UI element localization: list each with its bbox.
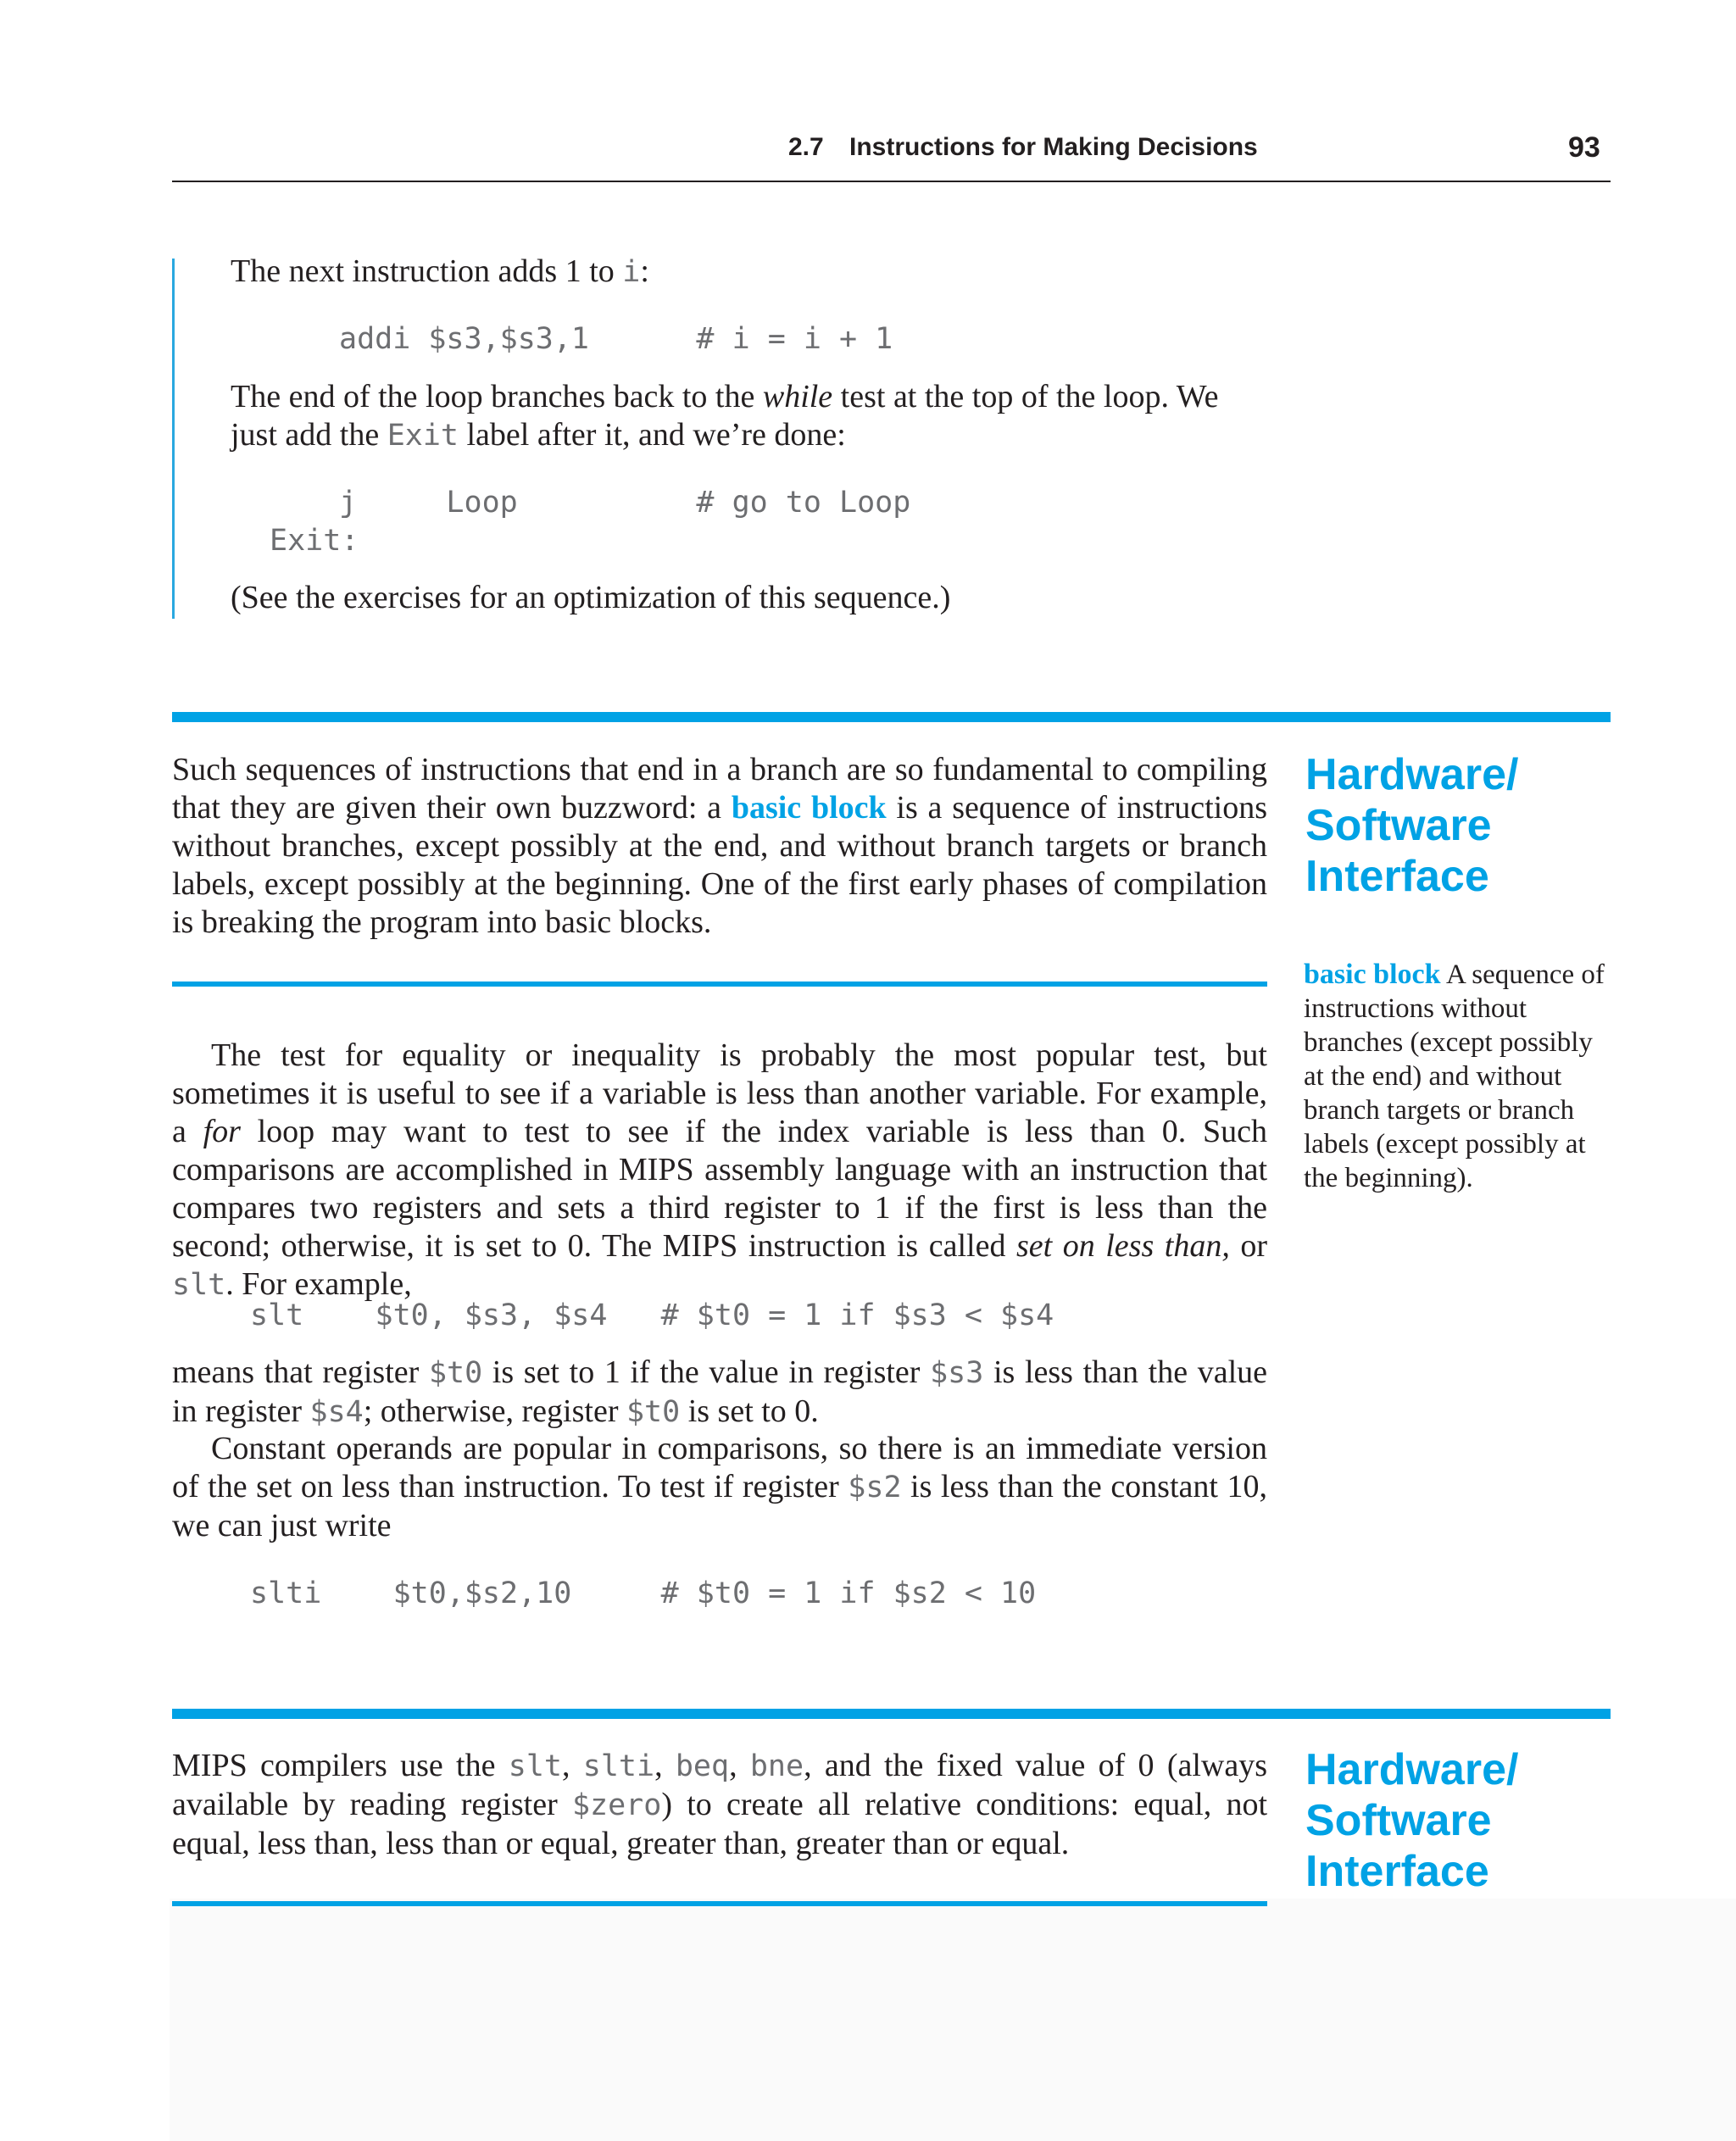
body-text: is less than the value in register xyxy=(172,1354,1268,1429)
inline-code: slt xyxy=(508,1749,562,1783)
hsi-text: , xyxy=(729,1748,750,1783)
hsi2-top-bar xyxy=(172,1709,1611,1719)
hsi2-heading xyxy=(1305,1744,1518,1897)
hsi2-bottom-bar xyxy=(172,1901,1267,1906)
example-text: The end of the loop branches back to the xyxy=(231,379,763,414)
example-text: label after it, and we’re done: xyxy=(459,417,846,453)
key-term-basic-block: basic block xyxy=(731,790,887,826)
hsi-text: ) to create all relative conditions: equal, not equal, less than, less than or equal, greater than, greater than or equal. xyxy=(172,1787,1267,1861)
body-text: The test for equality or inequality is probably the most popular test, but sometimes it is useful to see if a variable is less than another variable. For example, a xyxy=(172,1037,1267,1149)
hsi-text: , and the fixed value of 0 (always available by reading register xyxy=(172,1748,1268,1822)
hsi-text: , xyxy=(561,1748,583,1783)
code-addi: addi $s3,$s3,1 # i = i + 1 xyxy=(339,322,893,356)
code-slt: slt $t0, $s3, $s4 # $t0 = 1 if $s3 < $s4 xyxy=(250,1299,1054,1332)
example-text: test at the top of the loop. We xyxy=(832,379,1219,414)
body-text: or xyxy=(1229,1228,1267,1264)
body-paragraph-1 xyxy=(172,1037,1267,1304)
inline-code: slt xyxy=(172,1268,226,1302)
code-exit-label: Exit: xyxy=(270,524,359,558)
code-slti: slti $t0,$s2,10 # $t0 = 1 if $s2 < 10 xyxy=(250,1577,1037,1610)
body-text: Constant operands are popular in comparisons, so there is an immediate version of the set on less than instruction. To test if register xyxy=(172,1431,1267,1504)
inline-code: $t0 xyxy=(428,1356,483,1390)
hsi-heading-line: Software xyxy=(1305,801,1492,850)
example-side-bar xyxy=(172,259,175,619)
page-number: 93 xyxy=(1568,131,1600,164)
hsi-paragraph xyxy=(172,751,1267,942)
example-text: just add the xyxy=(231,417,387,453)
body-text: is set to 1 if the value in register xyxy=(482,1354,931,1390)
inline-code: bne xyxy=(749,1749,804,1783)
hsi2-paragraph xyxy=(172,1747,1267,1863)
inline-code: slti xyxy=(582,1749,655,1783)
inline-code: $s4 xyxy=(309,1395,364,1429)
example-text: : xyxy=(640,253,649,289)
hsi-heading-line: Hardware/ xyxy=(1305,750,1519,799)
inline-code: $s2 xyxy=(848,1471,902,1504)
example-paragraph-2 xyxy=(231,378,1268,455)
hsi-text: MIPS compilers use the xyxy=(172,1748,509,1783)
margin-definition xyxy=(1304,958,1609,1195)
italic-term: set on less than, xyxy=(1015,1228,1230,1264)
example-text: The next instruction adds 1 to xyxy=(231,253,623,289)
example-paragraph-3: (See the exercises for an optimization of this sequence.) xyxy=(231,580,951,615)
italic-term: while xyxy=(762,379,833,414)
body-paragraph-2 xyxy=(172,1354,1267,1432)
code-jump: j Loop # go to Loop xyxy=(339,486,911,520)
hsi-text: , xyxy=(654,1748,676,1783)
hsi-text: is a sequence of instructions without branches, except possibly at the end, and without branch targets or branch labels, except possibly at the beginning. One of the first early phases of compilation is breaking the program into basic blocks. xyxy=(172,790,1267,940)
hsi-top-bar xyxy=(172,712,1611,722)
body-text: loop may want to test to see if the index variable is less than 0. Such comparisons are accomplished in MIPS assembly language with an instruction that compares two registers and sets a third register to 1 if the first is less than the second; otherwise, it is set to 0. The MIPS instruction is called xyxy=(172,1114,1267,1264)
hsi-heading-line: Software xyxy=(1305,1796,1492,1845)
hsi-bottom-bar xyxy=(172,982,1267,987)
page-background-shade xyxy=(170,1899,1736,2141)
body-text: . For example, xyxy=(225,1266,412,1302)
body-text: ; otherwise, register xyxy=(363,1393,626,1429)
body-text: is set to 0. xyxy=(680,1393,819,1429)
inline-code: beq xyxy=(675,1749,730,1783)
inline-code: i xyxy=(622,255,641,289)
example-paragraph-1 xyxy=(231,253,649,292)
italic-term: for xyxy=(203,1114,241,1149)
header-rule xyxy=(172,181,1611,182)
inline-code: $zero xyxy=(571,1788,662,1822)
body-paragraph-3 xyxy=(172,1430,1267,1545)
inline-code: Exit xyxy=(387,419,459,453)
inline-code: $t0 xyxy=(626,1395,681,1429)
body-text: means that register xyxy=(172,1354,429,1390)
margin-definition-text: A sequence of instructions without branches (except possibly at the end) and without branch targets or branch labels (except possibly at the beginning). xyxy=(1304,959,1605,1193)
hsi-text: Such sequences of instructions that end in a branch are so fundamental to compiling that they are given their own buzzword: a xyxy=(172,752,1267,826)
body-text: is less than the constant 10, we can just write xyxy=(172,1469,1267,1543)
margin-term: basic block xyxy=(1304,959,1441,990)
hsi-heading-line: Interface xyxy=(1305,1847,1489,1896)
hsi-heading-line: Interface xyxy=(1305,852,1489,901)
header-title: Instructions for Making Decisions xyxy=(849,133,1258,161)
inline-code: $s3 xyxy=(930,1356,984,1390)
header-section-number: 2.7 xyxy=(788,133,824,161)
hsi-heading-line: Hardware/ xyxy=(1305,1745,1519,1794)
hsi-heading xyxy=(1305,749,1518,902)
